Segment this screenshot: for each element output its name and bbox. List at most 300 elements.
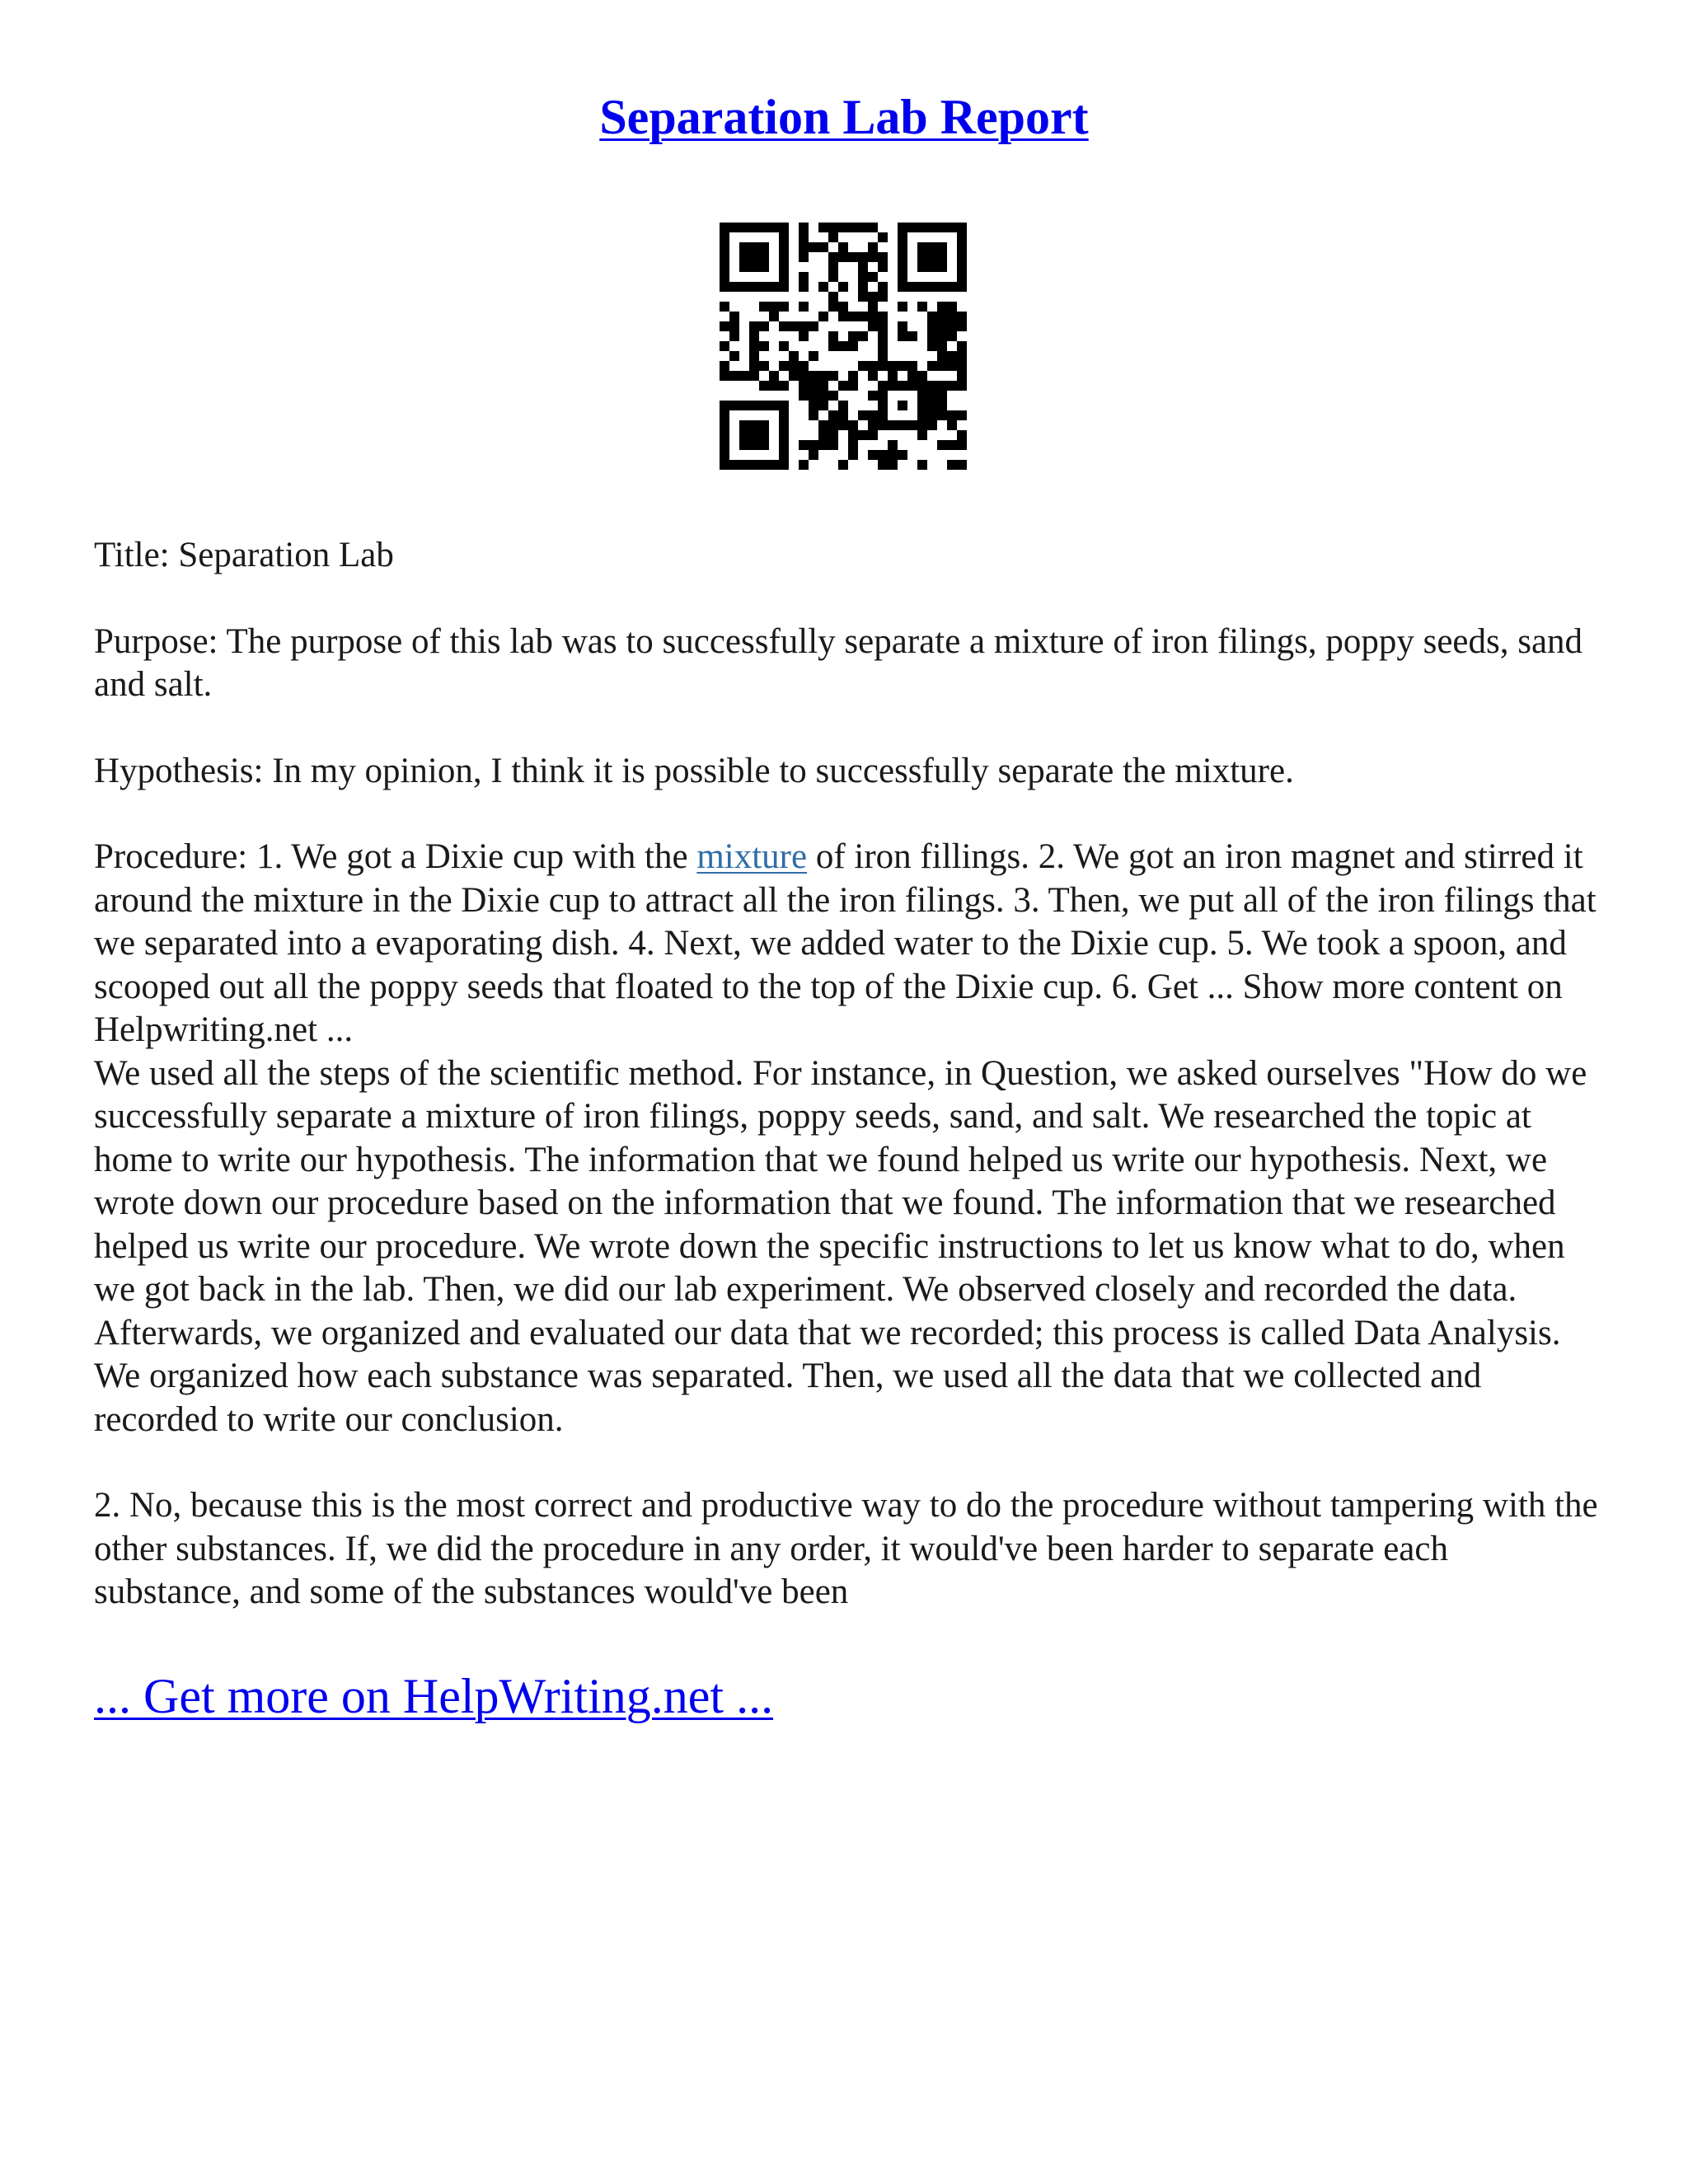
qr-module	[947, 351, 957, 361]
qr-module	[809, 450, 818, 460]
qr-module	[828, 292, 838, 302]
qr-module	[927, 401, 937, 410]
get-more-link[interactable]: ... Get more on HelpWriting.net ...	[94, 1669, 774, 1723]
qr-module	[868, 450, 878, 460]
qr-module	[898, 272, 907, 282]
document-body	[94, 534, 1602, 1615]
qr-module	[858, 223, 868, 232]
title-line: Title: Separation Lab	[94, 536, 394, 574]
qr-module	[917, 282, 927, 292]
qr-module	[957, 440, 967, 450]
qr-module	[729, 312, 739, 321]
qr-module	[818, 381, 828, 391]
qr-module	[848, 381, 858, 391]
qr-module	[898, 420, 907, 430]
qr-module	[749, 430, 759, 440]
qr-module	[729, 223, 739, 232]
qr-module	[838, 223, 848, 232]
qr-module	[898, 321, 907, 331]
qr-module	[720, 341, 729, 351]
qr-module	[838, 381, 848, 391]
qr-module	[729, 282, 739, 292]
qr-module	[878, 292, 888, 302]
qr-module	[947, 381, 957, 391]
qr-module	[720, 232, 729, 242]
qr-module	[917, 430, 927, 440]
qr-module	[878, 410, 888, 420]
qr-module	[769, 401, 779, 410]
qr-module	[799, 381, 809, 391]
qr-module	[749, 262, 759, 272]
qr-module	[868, 252, 878, 262]
qr-module	[858, 410, 868, 420]
qr-module	[937, 252, 947, 262]
qr-module	[898, 232, 907, 242]
qr-module	[818, 223, 828, 232]
qr-module	[848, 450, 858, 460]
qr-module	[937, 331, 947, 341]
qr-module	[799, 460, 809, 470]
qr-module	[878, 262, 888, 272]
qr-module	[898, 223, 907, 232]
qr-module	[858, 252, 868, 262]
qr-module	[759, 262, 769, 272]
qr-module	[838, 242, 848, 252]
qr-module	[759, 430, 769, 440]
qr-module	[779, 381, 789, 391]
qr-module	[868, 371, 878, 381]
qr-module	[799, 331, 809, 341]
qr-module	[858, 262, 868, 272]
qr-module	[799, 440, 809, 450]
qr-module	[947, 420, 957, 430]
qr-module	[749, 460, 759, 470]
procedure-text-start: Procedure: 1. We got a Dixie cup with the	[94, 837, 697, 876]
qr-module	[957, 381, 967, 391]
qr-module	[779, 420, 789, 430]
qr-module	[957, 232, 967, 242]
qr-module	[759, 420, 769, 430]
qr-module	[917, 420, 927, 430]
qr-module	[779, 242, 789, 252]
qr-module	[828, 262, 838, 272]
qr-module	[749, 331, 759, 341]
qr-module	[907, 282, 917, 292]
qr-module	[888, 371, 898, 381]
qr-module	[927, 321, 937, 331]
qr-module	[917, 252, 927, 262]
qr-module	[828, 223, 838, 232]
qr-module	[799, 361, 809, 371]
qr-module	[759, 321, 769, 331]
qr-module	[898, 401, 907, 410]
qr-module	[828, 440, 838, 450]
qr-module	[720, 371, 729, 381]
qr-module	[957, 262, 967, 272]
qr-module	[868, 361, 878, 371]
qr-module	[799, 302, 809, 312]
qr-module	[848, 223, 858, 232]
qr-module	[809, 440, 818, 450]
qr-module	[878, 401, 888, 410]
qr-module	[898, 242, 907, 252]
qr-module	[809, 391, 818, 401]
qr-module	[868, 223, 878, 232]
purpose-paragraph: Purpose: The purpose of this lab was to successfully separate a mixture of iron filings, poppy seeds, sand and salt.	[94, 621, 1583, 704]
qr-module	[749, 401, 759, 410]
qr-module	[858, 272, 868, 282]
qr-module	[888, 450, 898, 460]
qr-module	[907, 371, 917, 381]
qr-module	[878, 460, 888, 470]
qr-module	[868, 312, 878, 321]
qr-module	[937, 341, 947, 351]
qr-module	[898, 361, 907, 371]
qr-module	[720, 361, 729, 371]
qr-module	[789, 351, 799, 361]
qr-module	[907, 331, 917, 341]
qr-module	[779, 262, 789, 272]
qr-module	[927, 242, 937, 252]
qr-module	[828, 410, 838, 420]
qr-module	[878, 420, 888, 430]
qr-module	[868, 430, 878, 440]
qr-module	[809, 401, 818, 410]
qr-module	[927, 361, 937, 371]
title-container	[0, 89, 1688, 146]
qr-module	[739, 440, 749, 450]
qr-module	[749, 341, 759, 351]
qr-module	[858, 312, 868, 321]
qr-module	[729, 351, 739, 361]
qr-module	[937, 282, 947, 292]
qr-module	[878, 282, 888, 292]
qr-code-image	[720, 223, 967, 470]
qr-module	[838, 312, 848, 321]
qr-module	[739, 252, 749, 262]
qr-module	[720, 262, 729, 272]
qr-module	[720, 420, 729, 430]
qr-module	[720, 401, 729, 410]
qr-module	[957, 371, 967, 381]
qr-module	[720, 252, 729, 262]
qr-module	[868, 292, 878, 302]
qr-module	[809, 381, 818, 391]
qr-module	[809, 371, 818, 381]
qr-module	[927, 312, 937, 321]
qr-module	[789, 321, 799, 331]
qr-module	[927, 282, 937, 292]
qr-module	[937, 242, 947, 252]
qr-module	[779, 450, 789, 460]
qr-module	[868, 420, 878, 430]
qr-module	[927, 420, 937, 430]
qr-module	[878, 351, 888, 361]
qr-module	[749, 440, 759, 450]
qr-module	[739, 282, 749, 292]
qr-module	[799, 391, 809, 401]
qr-module	[957, 341, 967, 351]
qr-module	[818, 242, 828, 252]
qr-module	[878, 341, 888, 351]
qr-module	[917, 401, 927, 410]
qr-module	[927, 223, 937, 232]
qr-module	[759, 252, 769, 262]
qr-module	[759, 381, 769, 391]
qr-module	[898, 450, 907, 460]
qr-module	[878, 450, 888, 460]
qr-module	[878, 391, 888, 401]
qr-module	[749, 242, 759, 252]
qr-module	[799, 242, 809, 252]
qr-module	[720, 272, 729, 282]
qr-module	[868, 302, 878, 312]
qr-module	[957, 430, 967, 440]
qr-module	[878, 312, 888, 321]
qr-module	[779, 430, 789, 440]
qr-module	[888, 440, 898, 450]
qr-module	[729, 371, 739, 381]
qr-module	[720, 321, 729, 331]
qr-module	[917, 302, 927, 312]
qr-module	[779, 460, 789, 470]
qr-module	[927, 410, 937, 420]
qr-module	[828, 391, 838, 401]
qr-module	[927, 262, 937, 272]
qr-module	[937, 312, 947, 321]
qr-module	[769, 312, 779, 321]
qr-module	[937, 262, 947, 272]
qr-module	[799, 223, 809, 232]
qr-module	[947, 312, 957, 321]
qr-module	[878, 252, 888, 262]
qr-module	[898, 252, 907, 262]
qr-module	[957, 351, 967, 361]
qr-module	[947, 331, 957, 341]
qr-module	[818, 440, 828, 450]
qr-module	[907, 223, 917, 232]
qr-module	[917, 381, 927, 391]
qr-module	[720, 302, 729, 312]
qr-module	[898, 262, 907, 272]
qr-module	[749, 321, 759, 331]
qr-module	[759, 361, 769, 371]
qr-module	[818, 312, 828, 321]
qr-module	[888, 420, 898, 430]
qr-module	[878, 232, 888, 242]
qr-module	[809, 321, 818, 331]
qr-module	[848, 371, 858, 381]
qr-module	[848, 341, 858, 351]
qr-module	[937, 401, 947, 410]
qr-module	[799, 252, 809, 262]
more-link-container	[94, 1668, 773, 1725]
qr-module	[927, 341, 937, 351]
qr-module	[789, 361, 799, 371]
procedure-text-end: of iron fillings. 2. We got an iron magnet and stirred it around the mixture in the Dixie cup to attract all the iron filings. 3. Then, we put all of the iron filings that we separated into a evaporating dish. 4. Next, we added water to the Dixie cup. 5. We took a spoon, and scooped out all the poppy seeds that floated to the top of the Dixie cup. 6. Get ... Show more content on Helpwriting.net ...	[94, 837, 1597, 1049]
qr-module	[799, 232, 809, 242]
qr-module	[809, 351, 818, 361]
qr-module	[720, 450, 729, 460]
qr-module	[720, 223, 729, 232]
qr-module	[937, 302, 947, 312]
qr-module	[749, 351, 759, 361]
qr-module	[759, 242, 769, 252]
qr-module	[858, 292, 868, 302]
qr-module	[907, 420, 917, 430]
qr-module	[818, 371, 828, 381]
qr-module	[779, 302, 789, 312]
qr-module	[828, 232, 838, 242]
qr-module	[720, 430, 729, 440]
qr-module	[729, 331, 739, 341]
qr-module	[789, 371, 799, 381]
qr-module	[858, 430, 868, 440]
qr-module	[759, 341, 769, 351]
qr-module	[888, 361, 898, 371]
qr-module	[937, 410, 947, 420]
qr-module	[937, 321, 947, 331]
qr-module	[739, 401, 749, 410]
qr-module	[739, 223, 749, 232]
qr-module	[769, 460, 779, 470]
qr-module	[779, 410, 789, 420]
qr-module	[838, 252, 848, 262]
qr-module	[818, 430, 828, 440]
qr-module	[739, 371, 749, 381]
qr-module	[729, 321, 739, 331]
qr-module	[848, 331, 858, 341]
qr-module	[799, 371, 809, 381]
qr-module	[927, 391, 937, 401]
qr-module	[878, 381, 888, 391]
procedure-paragraph	[94, 836, 1602, 1052]
qr-module	[868, 272, 878, 282]
qr-module	[769, 223, 779, 232]
hypothesis-paragraph: Hypothesis: In my opinion, I think it is possible to successfully separate the mixture.	[94, 751, 1294, 790]
qr-module	[848, 252, 858, 262]
qr-module	[759, 460, 769, 470]
qr-module	[739, 262, 749, 272]
qr-module	[779, 341, 789, 351]
qr-module	[848, 420, 858, 430]
qr-module	[937, 361, 947, 371]
qr-module	[809, 242, 818, 252]
qr-module	[779, 272, 789, 282]
qr-module	[759, 440, 769, 450]
qr-module	[838, 410, 848, 420]
qr-module	[759, 223, 769, 232]
qr-module	[957, 282, 967, 292]
qr-module	[749, 361, 759, 371]
scientific-method-paragraph: We used all the steps of the scientific method. For instance, in Question, we asked ourselves "How do we successfully separate a mixture of iron filings, poppy seeds, sand, and salt. We researched the topic at home to write our hypothesis. The information that we found helped us write our hypothesis. Next, we wrote down our procedure based on the information that we found. The information that we researched helped us write our procedure. We wrote down the specific instructions to let us know what to do, when we got back in the lab. Then, we did our lab experiment. We observed closely and recorded the data. Afterwards, we organized and evaluated our data that we recorded; this process is called Data Analysis. We organized how each substance was separated. Then, we used all the data that we collected and recorded to write our conclusion.	[94, 1053, 1587, 1439]
qr-module	[779, 401, 789, 410]
qr-module	[828, 272, 838, 282]
qr-module	[828, 331, 838, 341]
qr-module	[917, 262, 927, 272]
qr-module	[907, 361, 917, 371]
qr-module	[818, 391, 828, 401]
qr-module	[868, 321, 878, 331]
qr-module	[937, 381, 947, 391]
qr-module	[779, 223, 789, 232]
qr-module	[927, 381, 937, 391]
qr-module	[779, 361, 789, 371]
qr-module	[769, 371, 779, 381]
qr-module	[917, 410, 927, 420]
qr-module	[749, 282, 759, 292]
qr-module	[868, 242, 878, 252]
qr-module	[720, 242, 729, 252]
qr-module	[917, 242, 927, 252]
qr-module	[957, 272, 967, 282]
qr-module	[888, 381, 898, 391]
qr-module	[838, 420, 848, 430]
qr-module	[858, 361, 868, 371]
qr-module	[868, 410, 878, 420]
qr-module	[957, 361, 967, 371]
qr-module	[848, 312, 858, 321]
qr-module	[937, 391, 947, 401]
qr-module	[739, 460, 749, 470]
qr-module	[947, 321, 957, 331]
qr-module	[759, 401, 769, 410]
qr-module	[818, 401, 828, 410]
qr-module	[779, 282, 789, 292]
qr-module	[898, 331, 907, 341]
qr-module	[957, 321, 967, 331]
qr-module	[828, 420, 838, 430]
qr-module	[868, 391, 878, 401]
qr-module	[957, 252, 967, 262]
qr-module	[947, 410, 957, 420]
qr-module	[917, 391, 927, 401]
qr-module	[720, 440, 729, 450]
qr-module	[769, 381, 779, 391]
qr-module	[947, 361, 957, 371]
qr-module	[779, 252, 789, 262]
qr-module	[759, 302, 769, 312]
qr-module	[749, 371, 759, 381]
qr-module	[739, 430, 749, 440]
qr-module	[838, 302, 848, 312]
qr-module	[720, 410, 729, 420]
qr-module	[957, 460, 967, 470]
qr-module	[848, 440, 858, 450]
qr-module	[809, 410, 818, 420]
qr-module	[838, 341, 848, 351]
qr-module	[720, 460, 729, 470]
qr-module	[898, 282, 907, 292]
qr-module	[937, 223, 947, 232]
qr-module	[848, 430, 858, 440]
qr-module	[957, 242, 967, 252]
mixture-link[interactable]: mixture	[696, 837, 808, 876]
qr-module	[779, 440, 789, 450]
qr-module	[799, 321, 809, 331]
qr-module	[729, 460, 739, 470]
qr-module	[749, 223, 759, 232]
qr-module	[937, 440, 947, 450]
qr-module	[838, 401, 848, 410]
qr-module	[799, 282, 809, 292]
qr-module	[828, 252, 838, 262]
qr-module	[917, 223, 927, 232]
page-title-link[interactable]: Separation Lab Report	[599, 90, 1089, 144]
qr-module	[720, 282, 729, 292]
qr-module	[828, 341, 838, 351]
qr-module	[779, 321, 789, 331]
